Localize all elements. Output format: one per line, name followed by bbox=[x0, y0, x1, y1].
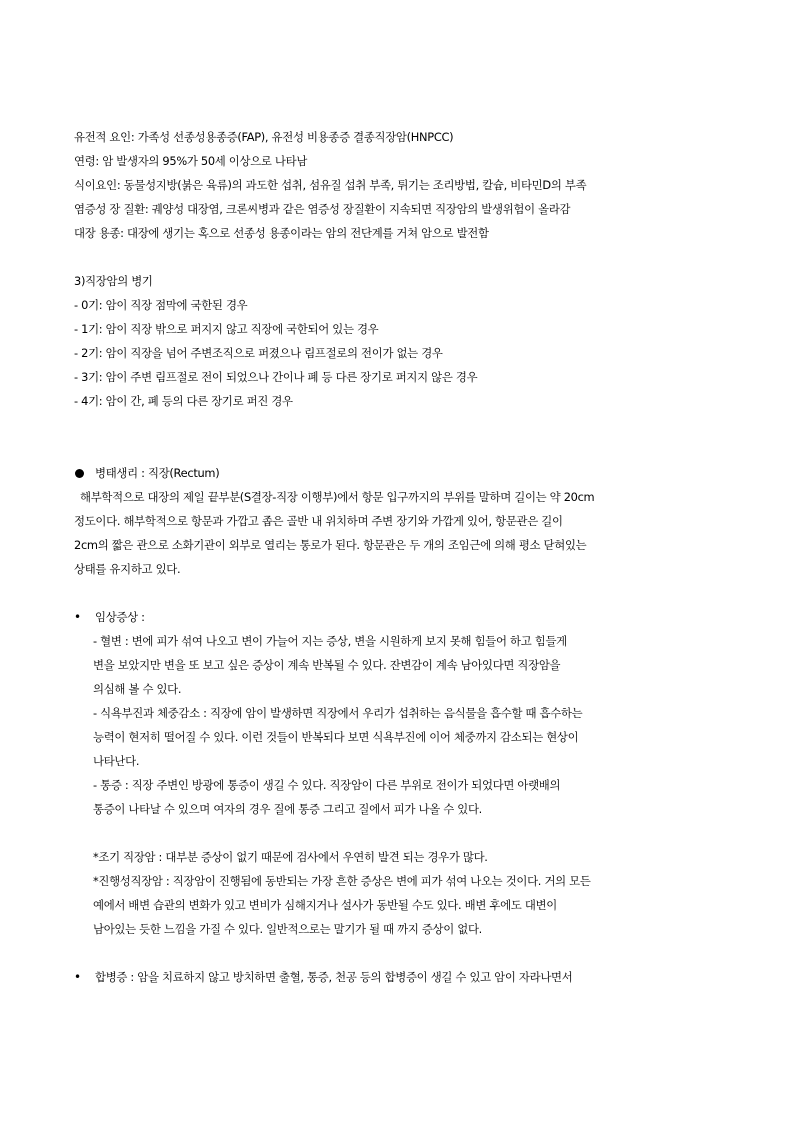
symptom-line: 나타난다. bbox=[93, 754, 140, 768]
complications-line: 합병증 : 암을 치료하지 않고 방치하면 출혈, 통증, 천공 등의 합병증이 생길 수 있고 암이 자라나면서 bbox=[95, 970, 573, 984]
risk-factor-diet: 식이요인: 동물성지방(붉은 육류)의 과도한 섭취, 섬유질 섭취 부족, 튀기는 조리방법, 칼슘, 비타민D의 부족 bbox=[74, 178, 587, 192]
stage-2: - 2기: 암이 직장을 넘어 주변조직으로 퍼졌으나 림프절로의 전이가 없는 경우 bbox=[74, 346, 443, 360]
risk-factor-ibd: 염증성 장 질환: 궤양성 대장염, 크론씨병과 같은 염증성 장질환이 지속되면 직장암의 발생위험이 올라감 bbox=[74, 202, 571, 216]
pathophysiology-line: 상태를 유지하고 있다. bbox=[74, 562, 181, 576]
filled-circle-bullet-icon bbox=[75, 469, 84, 478]
symptom-line: - 통증 : 직장 주변인 방광에 통증이 생길 수 있다. 직장암이 다른 부위로 전이가 되었다면 아랫배의 bbox=[93, 778, 561, 792]
stage-0: - 0기: 암이 직장 점막에 국한된 경우 bbox=[74, 298, 248, 312]
symptoms-heading: 임상증상 : bbox=[95, 610, 145, 624]
early-stage-line: *조기 직장암 : 대부분 증상이 없기 때문에 검사에서 우연히 발견 되는 경우가 많다. bbox=[93, 850, 488, 864]
risk-factor-polyp: 대장 용종: 대장에 생기는 혹으로 선종성 용종이라는 암의 전단계를 거쳐 암으로 발전함 bbox=[74, 226, 489, 240]
staging-title: 3)직장암의 병기 bbox=[74, 274, 153, 288]
stage-4: - 4기: 암이 간, 폐 등의 다른 장기로 퍼진 경우 bbox=[74, 394, 293, 408]
pathophysiology-heading: 병태생리 : 직장(Rectum) bbox=[95, 466, 220, 480]
pathophysiology-line: 정도이다. 해부학적으로 항문과 가깝고 좁은 골반 내 위치하며 주변 장기와 가깝게 있어, 항문관은 길이 bbox=[74, 514, 563, 528]
symptom-line: 통증이 나타날 수 있으며 여자의 경우 질에 통증 그리고 질에서 피가 나올 수 있다. bbox=[93, 802, 483, 816]
pathophysiology-line: 해부학적으로 대장의 제일 끝부분(S결장-직장 이행부)에서 항문 입구까지의 부위를 말하며 길이는 약 20cm bbox=[80, 490, 595, 504]
advanced-stage-line: 예에서 배변 습관의 변화가 있고 변비가 심해지거나 설사가 동반될 수도 있다. 배변 후에도 대변이 bbox=[93, 898, 557, 912]
symptom-line: 능력이 현저히 떨어질 수 있다. 이런 것들이 반복되다 보면 식욕부진에 이어 체중까지 감소되는 현상이 bbox=[93, 730, 579, 744]
symptom-line: - 혈변 : 변에 피가 섞여 나오고 변이 가늘어 지는 증상, 변을 시원하게 보지 못해 힘들어 하고 힘들게 bbox=[93, 634, 567, 648]
bullet-icon: • bbox=[74, 970, 82, 984]
symptom-line: - 식욕부진과 체중감소 : 직장에 암이 발생하면 직장에서 우리가 섭취하는 음식물을 흡수할 때 흡수하는 bbox=[93, 706, 583, 720]
symptom-line: 변을 보았지만 변을 또 보고 싶은 증상이 계속 반복될 수 있다. 잔변감이 계속 남아있다면 직장암을 bbox=[93, 658, 561, 672]
advanced-stage-line: 남아있는 듯한 느낌을 가질 수 있다. 일반적으로는 말기가 될 때 까지 증상이 없다. bbox=[93, 922, 483, 936]
risk-factor-genetic: 유전적 요인: 가족성 선종성용종증(FAP), 유전성 비용종증 결종직장암(HNPCC) bbox=[74, 130, 454, 144]
pathophysiology-line: 2cm의 짧은 관으로 소화기관이 외부로 열리는 통로가 된다. 항문관은 두 개의 조임근에 의해 평소 닫혀있는 bbox=[74, 538, 587, 552]
symptom-line: 의심해 볼 수 있다. bbox=[93, 682, 182, 696]
advanced-stage-line: *진행성직장암 : 직장암이 진행됨에 동반되는 가장 흔한 증상은 변에 피가 섞여 나오는 것이다. 거의 모든 bbox=[93, 874, 591, 888]
bullet-icon: • bbox=[74, 610, 82, 624]
stage-3: - 3기: 암이 주변 림프절로 전이 되었으나 간이나 폐 등 다른 장기로 퍼지지 않은 경우 bbox=[74, 370, 478, 384]
risk-factor-age: 연령: 암 발생자의 95%가 50세 이상으로 나타남 bbox=[74, 154, 308, 168]
stage-1: - 1기: 암이 직장 밖으로 퍼지지 않고 직장에 국한되어 있는 경우 bbox=[74, 322, 379, 336]
